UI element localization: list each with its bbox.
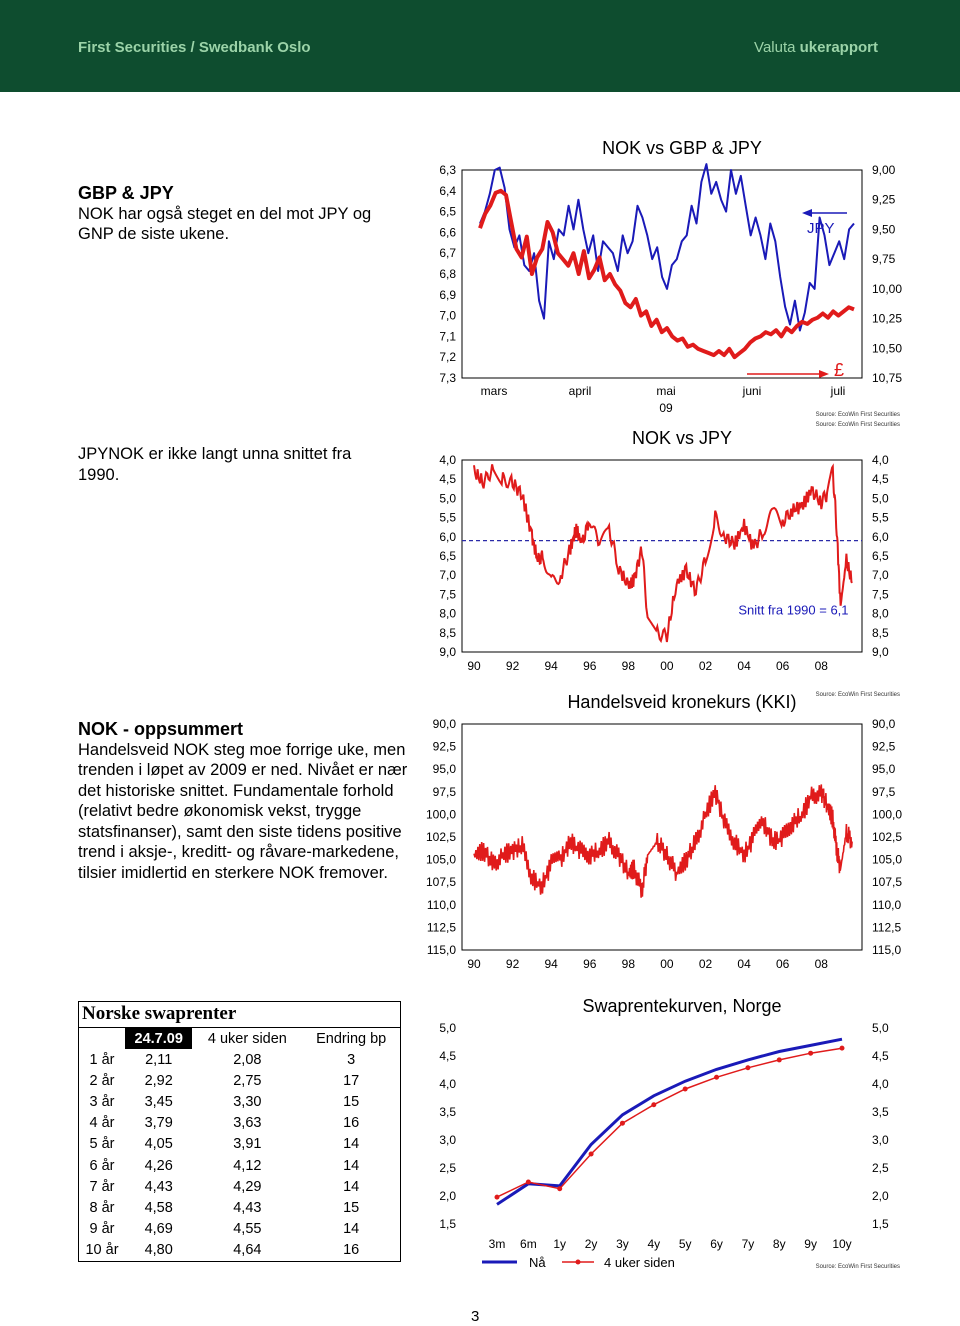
series-point — [526, 1180, 531, 1185]
table-cell: 15 — [343, 1093, 360, 1110]
table-cell: 3 år — [89, 1093, 115, 1110]
y-tick-left: 3,0 — [439, 1133, 456, 1147]
y-tick-right: 10,25 — [872, 311, 903, 326]
y-tick-right: 9,0 — [872, 645, 889, 659]
chart-source: Source: EcoWin First Securities — [815, 692, 900, 698]
x-tick: 04 — [737, 659, 751, 673]
header-report-b: ukerapport — [799, 39, 878, 56]
y-tick-right: 5,5 — [872, 510, 889, 525]
page-number: 3 — [471, 1308, 480, 1325]
y-tick-left: 4,5 — [439, 1049, 456, 1063]
table-cell: 3,63 — [233, 1115, 262, 1132]
legend-marker-4w — [576, 1260, 581, 1265]
y-tick-right: 6,5 — [872, 549, 889, 563]
table-cell: 9 år — [89, 1221, 115, 1238]
x-tick-year: 09 — [659, 401, 673, 415]
y-tick-left: 7,0 — [439, 568, 456, 583]
table-cell: 1 år — [89, 1051, 115, 1068]
chart-kki — [420, 686, 920, 976]
y-tick-right: 110,0 — [872, 897, 902, 912]
table-cell: 4,69 — [144, 1221, 173, 1238]
table-cell: 6 år — [89, 1157, 115, 1174]
y-tick-left: 7,1 — [439, 329, 456, 344]
x-tick: 98 — [621, 957, 636, 971]
chart-title: NOK vs GBP & JPY — [602, 138, 762, 158]
page-header — [0, 0, 960, 92]
y-tick-right: 102,5 — [872, 830, 903, 844]
x-tick: 3m — [488, 1237, 506, 1251]
y-tick-left: 9,0 — [439, 645, 456, 659]
x-tick: 2y — [584, 1237, 598, 1251]
y-tick-right: 9,00 — [872, 163, 896, 177]
x-tick: mars — [480, 384, 508, 398]
header-report — [754, 39, 878, 56]
y-tick-left: 115,0 — [426, 943, 456, 957]
y-tick-left: 105,0 — [425, 852, 456, 867]
table-cell: 4,26 — [144, 1157, 173, 1174]
table-header-cell: 4 uker siden — [207, 1030, 287, 1047]
y-tick-right: 6,0 — [872, 529, 889, 544]
y-tick-right: 115,0 — [872, 943, 902, 957]
y-tick-right: 9,50 — [872, 222, 896, 237]
chart-source: Source: EcoWin First Securities — [815, 422, 900, 428]
y-tick-left: 102,5 — [425, 830, 456, 844]
y-tick-right: 3,0 — [872, 1133, 889, 1147]
y-tick-left: 6,5 — [439, 204, 456, 219]
y-tick-left: 100,0 — [425, 807, 456, 822]
table-cell: 4,12 — [233, 1157, 262, 1174]
y-tick-right: 9,25 — [872, 192, 896, 207]
x-tick: 96 — [583, 659, 597, 673]
table-cell: 3 — [347, 1051, 356, 1068]
y-tick-right: 100,0 — [872, 807, 903, 822]
series-line-jpy — [480, 164, 854, 330]
table-row — [79, 1113, 400, 1134]
series-line-4w-ago — [497, 1048, 842, 1197]
x-tick: 06 — [776, 659, 790, 673]
table-cell: 16 — [343, 1115, 360, 1132]
chart-svg — [420, 686, 920, 976]
table-cell: 17 — [343, 1072, 360, 1089]
series-point — [589, 1152, 594, 1157]
y-tick-left: 8,5 — [439, 625, 456, 640]
series-point — [495, 1195, 500, 1200]
table-cell: 7 år — [89, 1178, 115, 1195]
table-row — [79, 1049, 400, 1070]
table-cell: 4,43 — [233, 1199, 262, 1216]
x-tick: juni — [742, 384, 762, 398]
table-cell: 2,11 — [145, 1051, 173, 1068]
y-tick-left: 2,5 — [439, 1161, 456, 1175]
y-tick-left: 92,5 — [432, 739, 456, 754]
table-cell: 3,45 — [144, 1093, 173, 1110]
y-tick-left: 2,0 — [439, 1189, 456, 1203]
legend-label-4w: 4 uker siden — [604, 1255, 675, 1270]
series-point — [651, 1102, 656, 1107]
x-tick: 8y — [772, 1237, 786, 1251]
table-row — [79, 1219, 400, 1240]
table-cell: 10 år — [85, 1242, 119, 1259]
y-tick-left: 3,5 — [439, 1105, 456, 1119]
x-tick: 90 — [467, 659, 481, 673]
table-cell: 4 år — [89, 1115, 115, 1132]
y-tick-right: 95,0 — [872, 762, 896, 777]
y-tick-left: 7,3 — [439, 371, 456, 385]
table-cell: 2 år — [89, 1072, 115, 1089]
y-tick-right: 92,5 — [872, 739, 896, 754]
y-tick-left: 6,0 — [439, 529, 456, 544]
table-cell: 2,08 — [233, 1051, 262, 1068]
swap-rate-table — [78, 1001, 401, 1262]
table-cell: 4,43 — [144, 1178, 173, 1195]
y-tick-left: 7,2 — [439, 350, 456, 365]
table-header-cell: 24.7.09 — [125, 1028, 192, 1049]
x-tick: 00 — [660, 957, 674, 971]
y-tick-right: 97,5 — [872, 784, 896, 799]
series-point — [840, 1046, 845, 1051]
x-tick: 10y — [832, 1237, 852, 1251]
table-cell: 15 — [343, 1199, 360, 1216]
series-line-kki — [474, 784, 852, 897]
table-row — [79, 1091, 400, 1112]
x-tick: 90 — [467, 957, 481, 971]
y-tick-left: 5,0 — [439, 491, 456, 506]
series-point — [620, 1121, 625, 1126]
chart-title: NOK vs JPY — [631, 428, 733, 448]
table-cell: 14 — [343, 1221, 360, 1238]
y-tick-left: 7,5 — [439, 587, 456, 602]
x-tick: 92 — [505, 957, 520, 971]
table-cell: 3,79 — [144, 1115, 173, 1132]
table-cell: 4,55 — [233, 1221, 262, 1238]
y-tick-right: 5,0 — [872, 491, 889, 506]
x-tick: 94 — [544, 659, 558, 673]
series-point — [777, 1057, 782, 1062]
y-tick-left: 4,0 — [439, 453, 456, 467]
chart-svg — [420, 132, 920, 428]
y-tick-right: 10,00 — [872, 281, 903, 296]
y-tick-right: 7,0 — [872, 568, 889, 583]
y-tick-left: 5,0 — [439, 1021, 456, 1035]
series-point — [808, 1051, 813, 1056]
x-tick: 94 — [544, 957, 558, 971]
y-tick-right: 7,5 — [872, 587, 889, 602]
table-cell: 3,30 — [233, 1093, 262, 1110]
y-tick-left: 95,0 — [432, 762, 456, 777]
y-tick-left: 5,5 — [439, 510, 456, 525]
chart-title: Handelsveid kronekurs (KKI) — [567, 692, 797, 712]
table-cell: 4,58 — [144, 1199, 173, 1216]
chart-nok-jpy — [420, 412, 920, 678]
section-title: GBP & JPY — [78, 183, 174, 203]
chart-swap-curve — [420, 990, 920, 1270]
section-title: NOK - oppsummert — [78, 719, 244, 739]
table-cell: 16 — [343, 1242, 360, 1259]
y-tick-right: 107,5 — [872, 875, 903, 890]
y-tick-right: 4,5 — [872, 1049, 889, 1063]
x-tick: 4y — [647, 1237, 661, 1251]
x-tick: 06 — [776, 957, 790, 971]
chart-nok-gbp-jpy — [420, 132, 920, 428]
x-tick: 92 — [505, 659, 520, 673]
y-tick-left: 6,5 — [439, 549, 456, 563]
y-tick-right: 4,0 — [872, 1077, 889, 1091]
x-tick: 5y — [678, 1237, 692, 1251]
x-tick: 3y — [616, 1237, 629, 1251]
table-cell: 3,91 — [233, 1136, 262, 1153]
table-cell: 4,05 — [144, 1136, 173, 1153]
table-row — [79, 1176, 400, 1197]
table-row — [79, 1197, 400, 1218]
average-label: Snitt fra 1990 = 6,1 — [738, 602, 849, 618]
chart-source: Source: EcoWin First Securities — [815, 412, 900, 418]
x-tick: 96 — [583, 957, 597, 971]
table-cell: 2,92 — [144, 1072, 173, 1089]
header-report-a: Valuta — [754, 39, 800, 56]
x-tick: 1y — [553, 1237, 567, 1251]
swap-table-title: Norske swaprenter — [79, 1002, 400, 1028]
table-cell: 5 år — [89, 1136, 115, 1153]
jpy-label: JPY — [807, 220, 835, 237]
x-tick: 02 — [698, 957, 713, 971]
plot-frame — [462, 460, 862, 652]
y-tick-left: 107,5 — [425, 875, 456, 890]
x-tick: 7y — [741, 1237, 755, 1251]
y-tick-right: 8,5 — [872, 625, 889, 640]
y-tick-right: 10,75 — [872, 371, 903, 385]
y-tick-left: 6,6 — [439, 225, 456, 240]
table-cell: 4,80 — [144, 1242, 173, 1259]
section-gbp-jpy — [78, 183, 408, 245]
y-tick-left: 8,0 — [439, 606, 456, 621]
table-row — [79, 1155, 400, 1176]
y-tick-left: 6,9 — [439, 287, 456, 302]
table-row — [79, 1134, 400, 1155]
x-tick: 00 — [660, 659, 674, 673]
y-tick-right: 4,5 — [872, 472, 889, 487]
section-body: Handelsveid NOK steg moe forrige uke, men trenden i løpet av 2009 er ned. Nivået er nær det historiske snittet. Fundamentale forhold (relativt bedre økonomisk vekst, trygge statsfinanser), samt den siste tidens positive trend i aksje-, kreditt- og råvare-markedene, tilsier imidlertid en sterkere NOK fremover. — [78, 740, 408, 882]
jpy-arrowhead — [802, 209, 812, 217]
table-row — [79, 1240, 400, 1261]
chart-title: Swaprentekurven, Norge — [582, 996, 782, 1016]
y-tick-right: 112,5 — [872, 920, 902, 935]
y-tick-left: 90,0 — [432, 717, 456, 731]
legend-label-now: Nå — [529, 1255, 546, 1270]
section-summary — [78, 719, 423, 883]
series-line-now — [497, 1039, 842, 1204]
x-tick: 98 — [621, 659, 636, 673]
y-tick-right: 90,0 — [872, 717, 896, 731]
chart-svg — [420, 412, 920, 678]
y-tick-left: 6,3 — [439, 163, 456, 177]
y-tick-left: 110,0 — [426, 897, 456, 912]
x-tick: april — [568, 384, 592, 398]
y-tick-left: 112,5 — [426, 920, 456, 935]
gbp-label: £ — [834, 360, 845, 380]
y-tick-right: 1,5 — [872, 1217, 889, 1231]
section-body: NOK har også steget en del mot JPY og GNP de siste ukene. — [78, 204, 372, 243]
table-cell: 2,75 — [233, 1072, 262, 1089]
y-tick-right: 8,0 — [872, 606, 889, 621]
x-tick: 02 — [698, 659, 713, 673]
y-tick-left: 6,4 — [439, 183, 456, 198]
section-jpynok — [78, 444, 388, 485]
table-cell: 14 — [343, 1157, 360, 1174]
y-tick-right: 3,5 — [872, 1105, 889, 1119]
y-tick-right: 5,0 — [872, 1021, 889, 1035]
y-tick-left: 97,5 — [432, 784, 456, 799]
y-tick-right: 9,75 — [872, 252, 896, 267]
y-tick-left: 6,7 — [439, 246, 456, 261]
x-tick: 04 — [737, 957, 751, 971]
y-tick-left: 6,8 — [439, 267, 456, 281]
x-tick: 6y — [710, 1237, 723, 1251]
y-tick-left: 4,5 — [439, 472, 456, 487]
table-cell: 14 — [343, 1178, 360, 1195]
series-point — [683, 1087, 688, 1092]
y-tick-right: 2,0 — [872, 1189, 889, 1203]
plot-frame — [462, 1028, 862, 1244]
table-cell: 8 år — [89, 1199, 115, 1216]
table-header-cell — [79, 1028, 125, 1049]
table-row — [79, 1070, 400, 1091]
table-header-cell: Endring bp — [316, 1030, 387, 1047]
y-tick-right: 10,50 — [872, 341, 903, 356]
series-point — [745, 1065, 750, 1070]
series-point — [714, 1075, 719, 1080]
gbp-arrowhead — [819, 370, 829, 378]
y-tick-right: 105,0 — [872, 852, 903, 867]
x-tick: 6m — [520, 1237, 537, 1251]
y-tick-left: 7,0 — [439, 308, 456, 323]
x-tick: 08 — [814, 957, 828, 971]
table-cell: 14 — [343, 1136, 360, 1153]
chart-source: Source: EcoWin First Securities — [815, 1264, 900, 1270]
chart-svg — [420, 990, 920, 1270]
table-cell: 4,29 — [233, 1178, 262, 1195]
section-body: JPYNOK er ikke langt unna snittet fra 1990. — [78, 445, 352, 484]
y-tick-left: 4,0 — [439, 1077, 456, 1091]
x-tick: mai — [656, 384, 676, 398]
y-tick-right: 4,0 — [872, 453, 889, 467]
x-tick: juli — [830, 384, 846, 398]
series-point — [557, 1186, 562, 1191]
y-tick-right: 2,5 — [872, 1161, 889, 1175]
x-tick: 9y — [804, 1237, 817, 1251]
header-company: First Securities / Swedbank Oslo — [78, 39, 311, 56]
y-tick-left: 1,5 — [439, 1217, 456, 1231]
table-cell: 4,64 — [233, 1242, 262, 1259]
x-tick: 08 — [814, 659, 828, 673]
